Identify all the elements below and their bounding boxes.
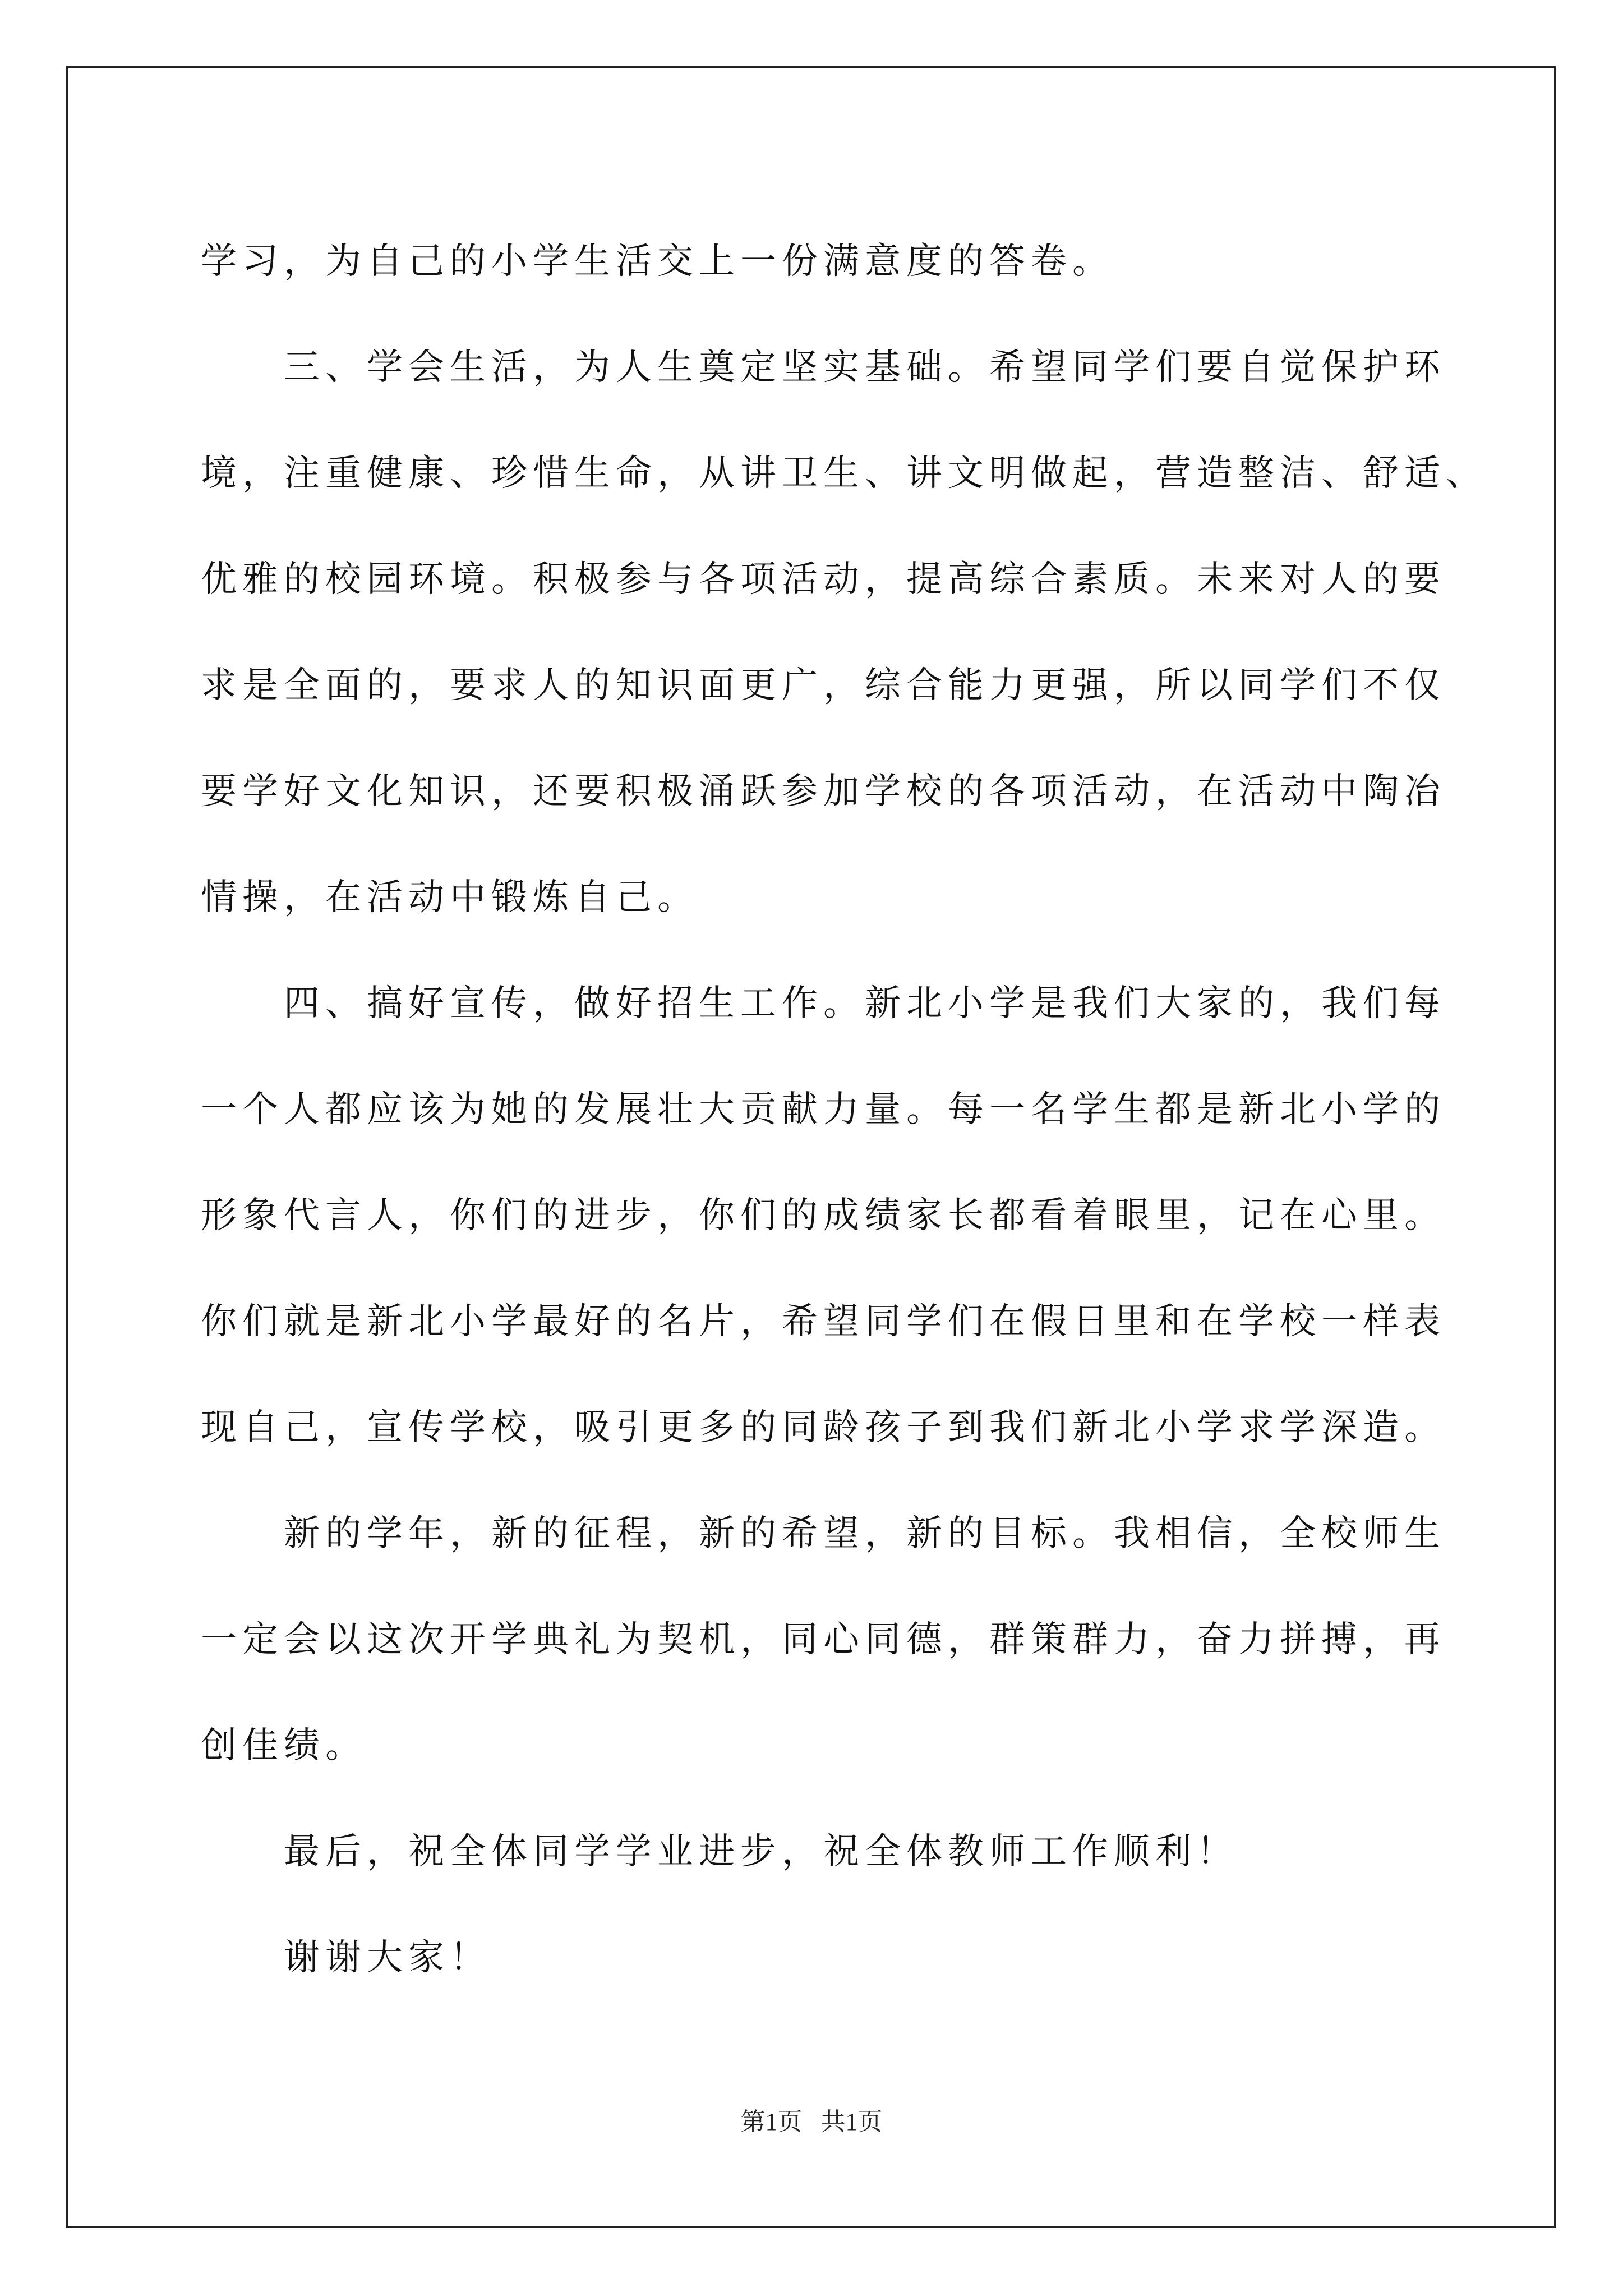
text-line: 要学好文化知识，还要积极涌跃参加学校的各项活动，在活动中陶冶 — [201, 771, 1446, 812]
text-line: 四、搞好宣传，做好招生工作。新北小学是我们大家的，我们每 — [284, 983, 1446, 1024]
text-line: 优雅的校园环境。积极参与各项活动，提高综合素质。未来对人的要 — [201, 559, 1446, 600]
text-line: 求是全面的，要求人的知识面更广，综合能力更强，所以同学们不仅 — [201, 665, 1446, 706]
text-line: 情操，在活动中锻炼自己。 — [201, 877, 699, 918]
text-line: 谢谢大家！ — [284, 1937, 491, 1978]
text-line: 现自己，宣传学校，吸引更多的同龄孩子到我们新北小学求学深造。 — [201, 1407, 1446, 1448]
text-line: 境，注重健康、珍惜生命，从讲卫生、讲文明做起，营造整洁、舒适、 — [201, 453, 1487, 494]
text-line: 你们就是新北小学最好的名片，希望同学们在假日里和在学校一样表 — [201, 1301, 1446, 1342]
text-line: 一个人都应该为她的发展壮大贡献力量。每一名学生都是新北小学的 — [201, 1089, 1446, 1130]
page-footer: 第1页 共1页 — [740, 2108, 883, 2136]
text-line: 创佳绩。 — [201, 1725, 367, 1766]
text-line: 新的学年，新的征程，新的希望，新的目标。我相信，全校师生 — [284, 1513, 1446, 1554]
text-line: 学习，为自己的小学生活交上一份满意度的答卷。 — [201, 241, 1114, 282]
text-line: 三、学会生活，为人生奠定坚实基础。希望同学们要自觉保护环 — [284, 347, 1446, 388]
document-body — [201, 209, 1494, 2011]
text-line: 最后，祝全体同学学业进步，祝全体教师工作顺利！ — [284, 1831, 1238, 1872]
text-line: 形象代言人，你们的进步，你们的成绩家长都看着眼里，记在心里。 — [201, 1195, 1446, 1236]
text-line: 一定会以这次开学典礼为契机，同心同德，群策群力，奋力拼搏，再 — [201, 1619, 1446, 1660]
